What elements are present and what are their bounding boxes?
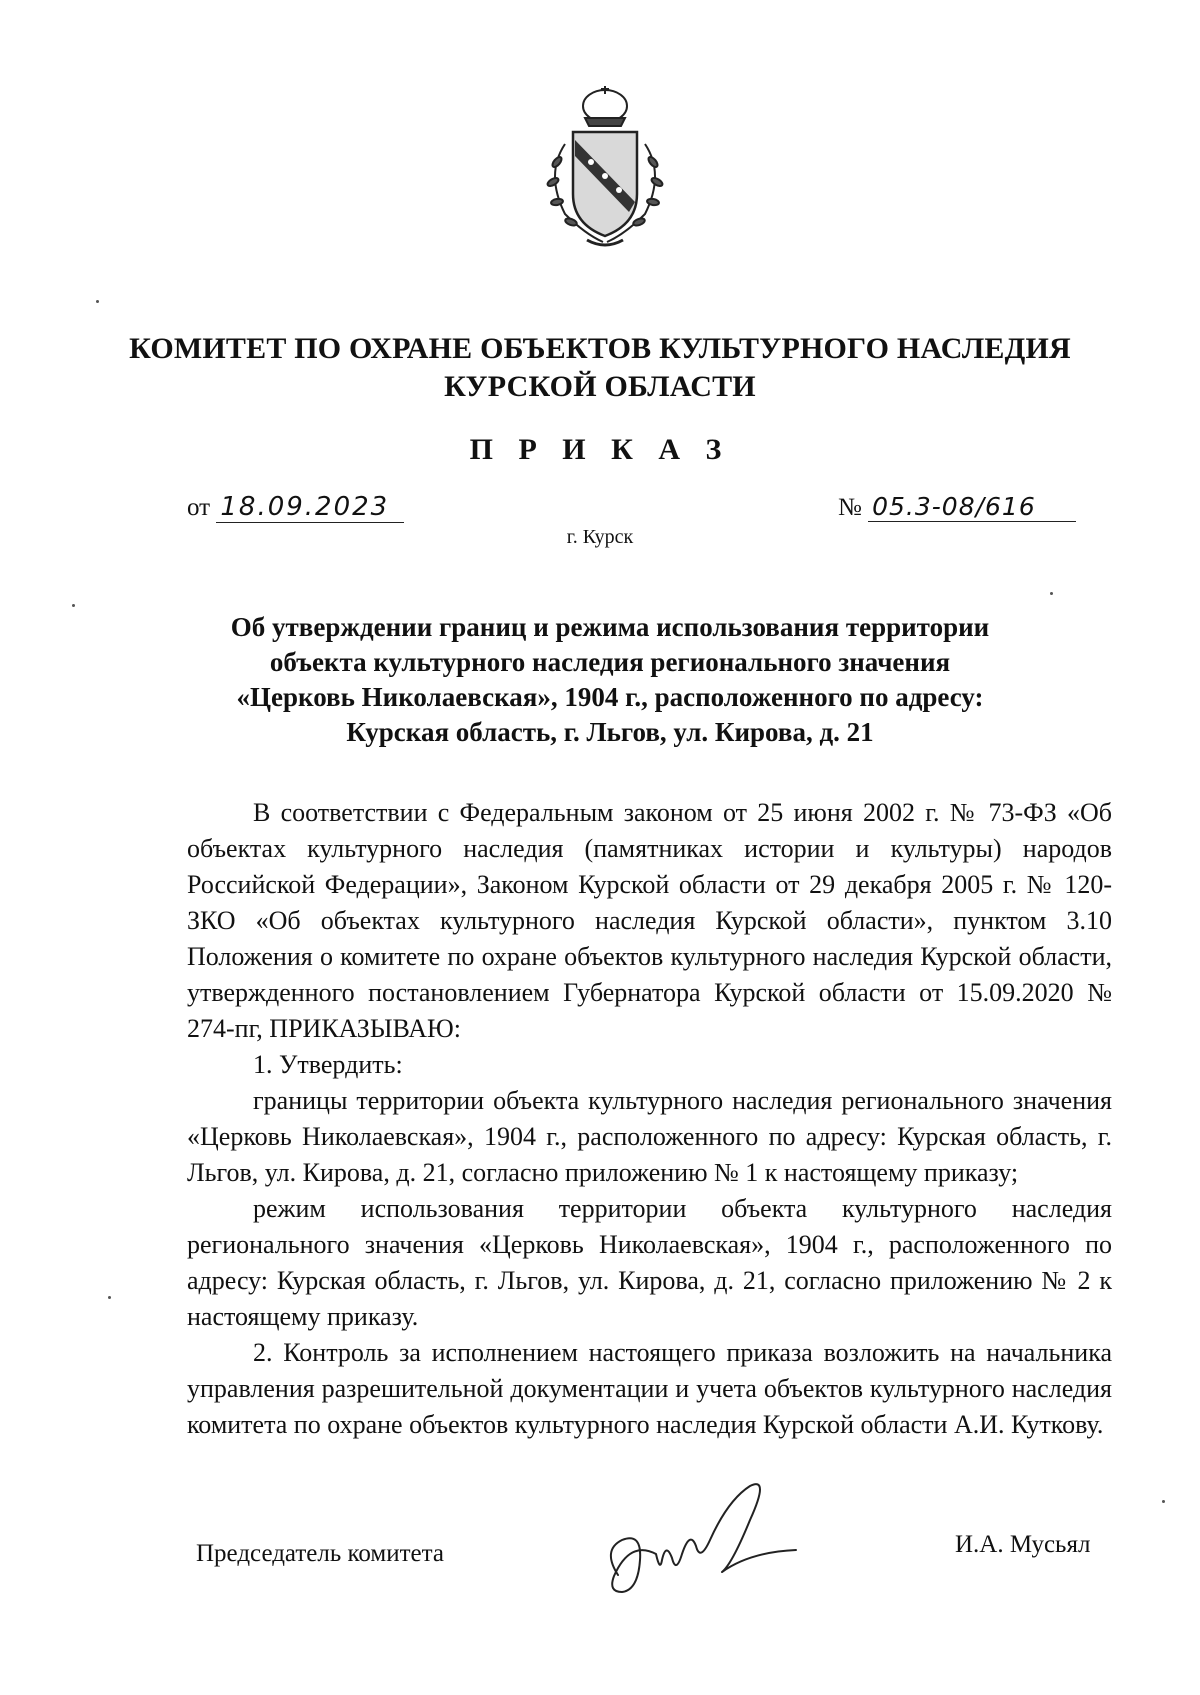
item-1-usage-regime: режим использования территории объекта культурного наследия регионального значения «Церковь Николаевская», 1904 г., расположенного по адресу: Курская область, г. Льгов, ул. Кирова, д. 21, согласно приложению № 2 к настоящему приказу. [187, 1194, 1112, 1331]
subject-line-2: объекта культурного наследия регионального значения [269, 647, 951, 677]
number-prefix: № [838, 494, 862, 521]
document-body [187, 795, 1112, 1443]
scan-speck [96, 300, 99, 303]
kursk-region-coat-of-arms-icon [525, 84, 685, 254]
subject-line-3: «Церковь Николаевская», 1904 г., расположенного по адресу: [236, 682, 984, 712]
organization-name-line-2: КУРСКОЙ ОБЛАСТИ [444, 370, 756, 403]
item-2-control: 2. Контроль за исполнением настоящего приказа возложить на начальника управления разрешительной документации и учета объектов культурного наследия комитета по охране объектов культурного наследия Курской области А.И. Куткову. [187, 1338, 1112, 1439]
document-number [838, 492, 1076, 522]
document-city: г. Курск [566, 526, 634, 548]
signatory-name: И.А. Мусьял [955, 1531, 1091, 1558]
document-type-title: П Р И К А З [469, 433, 731, 466]
document-subject [170, 610, 1050, 750]
subject-line-1: Об утверждении границ и режима использования территории [230, 612, 990, 642]
scan-speck [1162, 1500, 1165, 1503]
subject-line-4: Курская область, г. Льгов, ул. Кирова, д. 21 [346, 717, 874, 747]
signatory-role: Председатель комитета [196, 1540, 444, 1567]
item-1-title: 1. Утвердить: [253, 1050, 403, 1079]
scan-speck [108, 1296, 111, 1299]
document-date [187, 492, 404, 523]
scan-speck [1050, 592, 1053, 595]
date-value: 18.09.2023 [216, 492, 404, 523]
item-1-boundaries: границы территории объекта культурного наследия регионального значения «Церковь Николаевская», 1904 г., расположенного по адресу: Курская область, г. Льгов, ул. Кирова, д. 21, согласно приложению № 1 к настоящему приказу; [187, 1086, 1112, 1187]
organization-name-line-1: КОМИТЕТ ПО ОХРАНЕ ОБЪЕКТОВ КУЛЬТУРНОГО НАСЛЕДИЯ [129, 332, 1071, 365]
scan-speck [72, 604, 75, 607]
organization-name [100, 330, 1100, 406]
handwritten-signature-icon [600, 1480, 820, 1600]
number-value: 05.3-08/616 [868, 492, 1076, 522]
signature-block [0, 1480, 1200, 1600]
preamble-paragraph: В соответствии с Федеральным законом от 25 июня 2002 г. № 73-ФЗ «Об объектах культурного наследия (памятниках истории и культуры) народов Российской Федерации», Законом Курской области от 29 декабря 2005 г. № 120-ЗКО «Об объектах культурного наследия Курской области», пунктом 3.10 Положения о комитете по охране объектов культурного наследия Курской области, утвержденного постановлением Губернатора Курской области от 15.09.2020 № 274-пг, ПРИКАЗЫВАЮ: [187, 798, 1112, 1043]
date-prefix: от [187, 494, 211, 521]
